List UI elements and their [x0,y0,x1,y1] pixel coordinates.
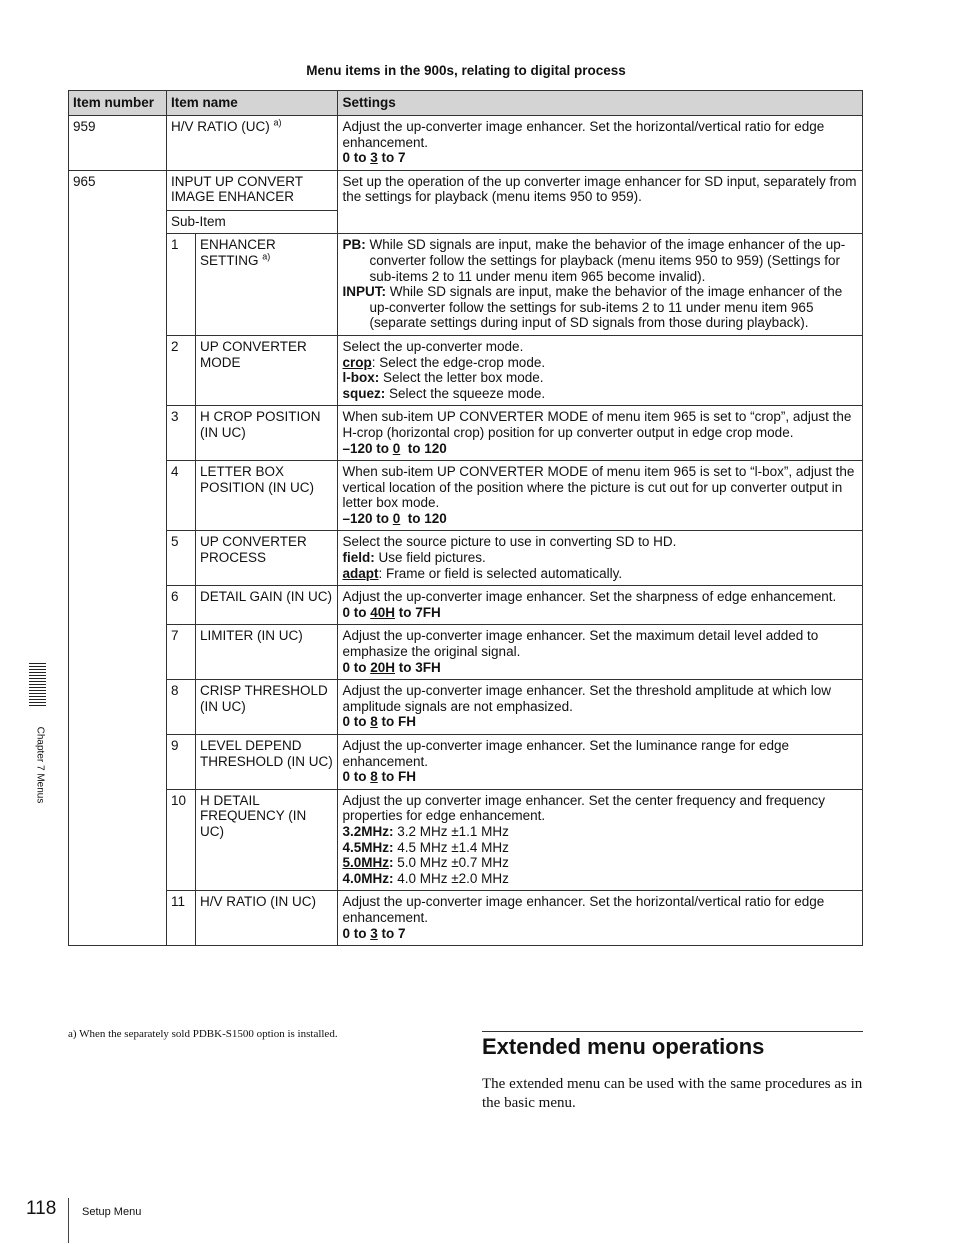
subitem-settings: Adjust the up-converter image enhancer. Set the horizontal/vertical ratio for edge enhancement. 0 to 3 to 7 [338,891,863,946]
subitem-settings: PB: While SD signals are input, make the behavior of the image enhancer of the up-converter follow the settings for playback (menu items 950 to 959) (Settings for sub-items 2 to 11 under menu item 965 become invalid). INPUT: While SD signals are input, make the behavior of the image enhancer of the up-converter follow the settings for sub-items 2 to 11 under menu item 965 (separate settings during input of SD signals from those during playback). [338,234,863,336]
subitem-settings: Adjust the up converter image enhancer. Set the center frequency and frequency properties for edge enhancement. 3.2MHz: 3.2 MHz ±1.1 MHz 4.5MHz: 4.5 MHz ±1.4 MHz 5.0MHz: 5.0 MHz ±0.7 MHz 4.0MHz: 4.0 MHz ±2.0 MHz [338,789,863,891]
subitem-settings: Select the up-converter mode. crop: Select the edge-crop mode. l-box: Select the letter box mode. squez: Select the squeeze mode. [338,335,863,405]
item-settings: Set up the operation of the up converter image enhancer for SD input, separately from the settings for playback (menu items 950 to 959). [338,170,863,234]
table-row [69,170,863,210]
item-number: 959 [69,116,167,171]
subitem-row [69,335,863,405]
item-name: INPUT UP CONVERT IMAGE ENHANCER [167,170,338,210]
footer-divider [68,1198,69,1243]
subitem-settings: Adjust the up-converter image enhancer. Set the threshold amplitude at which low amplitude signals are not emphasized. 0 to 8 to FH [338,680,863,735]
item-settings: Adjust the up-converter image enhancer. Set the horizontal/vertical ratio for edge enhancement. 0 to 3 to 7 [338,116,863,171]
subitem-row [69,625,863,680]
page-number: 118 [26,1198,57,1219]
chapter-side-label: Chapter 7 Menus [34,726,46,804]
subitem-settings: Adjust the up-converter image enhancer. Set the maximum detail level added to emphasize the original signal. 0 to 20H to 3FH [338,625,863,680]
menu-items-table [68,90,863,946]
subitem-settings: When sub-item UP CONVERTER MODE of menu item 965 is set to “crop”, adjust the H-crop (horizontal crop) position for up converter output in edge crop mode. –120 to 0 to 120 [338,406,863,461]
item-name: H/V RATIO (UC) $^{a)}$ [167,116,338,171]
section-body: The extended menu can be used with the same procedures as in the basic menu. [482,1076,863,1111]
subitem-number: 7 [167,625,196,680]
subitem-number: 6 [167,586,196,625]
subitem-row [69,680,863,735]
section-divider [482,1031,863,1032]
subitem-settings: Adjust the up-converter image enhancer. Set the luminance range for edge enhancement. 0 to 8 to FH [338,735,863,790]
subitem-number: 3 [167,406,196,461]
subitem-row [69,531,863,586]
header-item-number: Item number [69,91,167,116]
running-footer: Setup Menu [82,1206,142,1218]
header-item-name: Item name [167,91,338,116]
subitem-name: UP CONVERTER PROCESS [196,531,338,586]
subitem-row [69,891,863,946]
subitem-name: H DETAIL FREQUENCY (IN UC) [196,789,338,891]
section-title: Extended menu operations [482,1034,765,1059]
subitem-name: UP CONVERTER MODE [196,335,338,405]
subitem-number: 11 [167,891,196,946]
item-number: 965 [69,170,167,945]
subitem-header: Sub-Item [167,210,338,234]
subitem-number: 8 [167,680,196,735]
subitem-name: CRISP THRESHOLD (IN UC) [196,680,338,735]
subitem-number: 1 [167,234,196,336]
subitem-number: 2 [167,335,196,405]
subitem-row [69,735,863,790]
subitem-number: 5 [167,531,196,586]
table-caption: Menu items in the 900s, relating to digital process [306,63,626,78]
subitem-settings: Adjust the up-converter image enhancer. Set the sharpness of edge enhancement. 0 to 40H to 7FH [338,586,863,625]
subitem-name: LEVEL DEPEND THRESHOLD (IN UC) [196,735,338,790]
subitem-name: ENHANCER SETTING $^{a)}$ [196,234,338,336]
subitem-row [69,406,863,461]
chapter-thumb-tab [29,663,46,707]
subitem-row [69,461,863,531]
subitem-settings: When sub-item UP CONVERTER MODE of menu item 965 is set to “l-box”, adjust the vertical location of the position where the picture is cut out for up converter output in letter box mode. –120 to 0 to 120 [338,461,863,531]
subitem-number: 10 [167,789,196,891]
footnote-ref: a) [273,117,282,128]
subitem-number: 4 [167,461,196,531]
table-header-row [69,91,863,116]
header-settings: Settings [338,91,863,116]
subitem-name: H CROP POSITION (IN UC) [196,406,338,461]
subitem-row [69,586,863,625]
subitem-name: LIMITER (IN UC) [196,625,338,680]
subitem-name: H/V RATIO (IN UC) [196,891,338,946]
subitem-name: LETTER BOX POSITION (IN UC) [196,461,338,531]
subitem-settings: Select the source picture to use in converting SD to HD. field: Use field pictures. adapt: Frame or field is selected automatically. [338,531,863,586]
table-row [69,116,863,171]
table-footnote: a) When the separately sold PDBK-S1500 option is installed. [68,1028,338,1040]
subitem-name: DETAIL GAIN (IN UC) [196,586,338,625]
default-value: 3 [370,150,378,166]
footnote-ref: a) [262,251,271,262]
subitem-row [69,789,863,891]
subitem-row [69,234,863,336]
subitem-number: 9 [167,735,196,790]
